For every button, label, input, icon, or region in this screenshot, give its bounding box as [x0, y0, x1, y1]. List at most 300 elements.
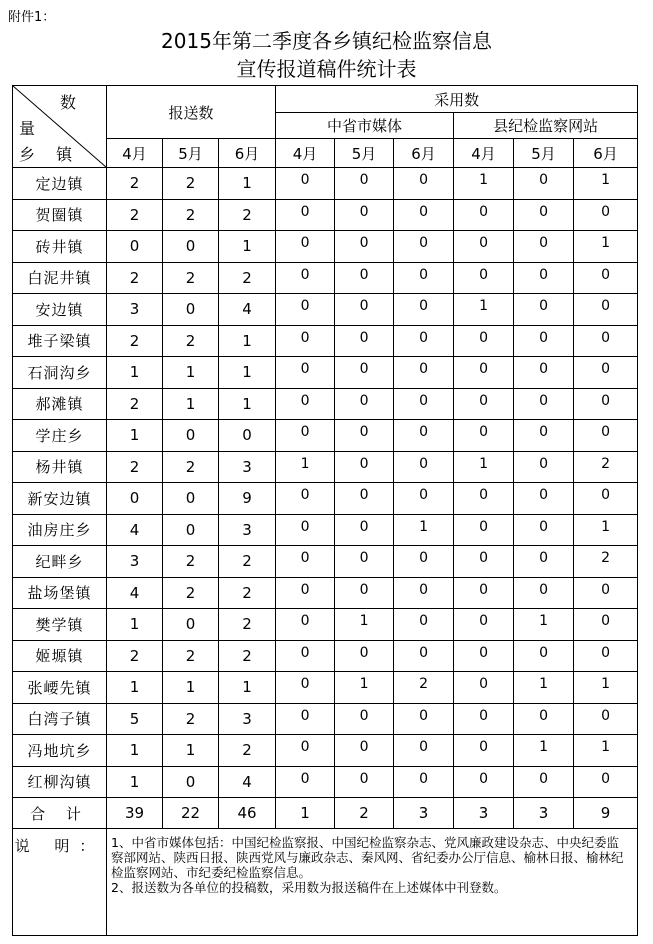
- cell-value: 0: [601, 581, 611, 598]
- cell-value: 1: [359, 613, 369, 630]
- table-row: [13, 388, 638, 420]
- cell-reported: [219, 262, 276, 294]
- cell-value: 0: [419, 172, 428, 189]
- cell-value: 0: [539, 298, 548, 315]
- cell-value: 0: [185, 615, 196, 634]
- cell-value: 0: [479, 392, 488, 409]
- cell-value: 0: [300, 203, 310, 220]
- table-row: [13, 577, 638, 609]
- cell-value: 0: [479, 770, 488, 787]
- total-value: 46: [219, 798, 276, 829]
- month-header: 4月: [454, 139, 514, 168]
- cell-value: 0: [359, 361, 369, 378]
- cell-value: 0: [300, 707, 310, 724]
- cell-reported: [219, 766, 276, 798]
- cell-adopted: [335, 420, 394, 452]
- month-header: 5月: [335, 139, 394, 168]
- note-line-1: 1、中省市媒体包括：中国纪检监察报、中国纪检监察杂志、党风廉政建设杂志、中央纪委监察部网站、陕西日报、陕西党风与廉政杂志、秦风网、省纪委办公厅信息、榆林日报、榆林纪检监察网站、市纪委纪检监察信息。: [111, 835, 624, 880]
- cell-value: 2: [129, 646, 140, 665]
- cell-value: 0: [300, 298, 310, 315]
- cell-value: 0: [300, 676, 310, 693]
- cell-value: 0: [300, 550, 310, 567]
- cell-value: 0: [601, 392, 611, 409]
- cell-value: 0: [601, 266, 611, 283]
- table-row: [13, 672, 638, 704]
- cell-adopted: [394, 735, 454, 767]
- town-name: 定边镇: [13, 168, 107, 200]
- cell-value: 0: [479, 676, 488, 693]
- town-name: 冯地坑乡: [13, 735, 107, 767]
- cell-adopted: [454, 546, 514, 578]
- cell-adopted: [276, 546, 335, 578]
- cell-adopted: [276, 199, 335, 231]
- total-value: 9: [574, 798, 638, 829]
- cell-value: 0: [359, 298, 369, 315]
- total-value: 3: [454, 798, 514, 829]
- town-name: 学庄乡: [13, 420, 107, 452]
- cell-reported: [107, 766, 163, 798]
- cell-value: 0: [419, 707, 428, 724]
- cell-value: 1: [479, 172, 488, 189]
- cell-adopted: [276, 325, 335, 357]
- cell-adopted: [276, 577, 335, 609]
- cell-reported: [107, 420, 163, 452]
- cell-value: 0: [539, 235, 548, 252]
- town-name: 姬塬镇: [13, 640, 107, 672]
- cell-adopted: [335, 388, 394, 420]
- cell-adopted: [454, 735, 514, 767]
- cell-adopted: [574, 231, 638, 263]
- cell-adopted: [514, 199, 574, 231]
- cell-value: 0: [539, 203, 548, 220]
- cell-value: 0: [359, 424, 369, 441]
- header-media-county: 县纪检监察网站: [454, 113, 638, 139]
- town-name: 红柳沟镇: [13, 766, 107, 798]
- cell-adopted: [514, 357, 574, 389]
- cell-adopted: [394, 640, 454, 672]
- cell-adopted: [574, 168, 638, 200]
- cell-reported: [219, 168, 276, 200]
- cell-value: 1: [129, 426, 140, 445]
- cell-adopted: [276, 262, 335, 294]
- cell-value: 0: [479, 203, 488, 220]
- cell-adopted: [454, 609, 514, 641]
- cell-reported: [219, 325, 276, 357]
- cell-value: 0: [539, 455, 548, 472]
- cell-value: 0: [601, 644, 611, 661]
- cell-value: 0: [300, 644, 310, 661]
- cell-reported: [107, 199, 163, 231]
- cell-adopted: [276, 703, 335, 735]
- cell-reported: [107, 168, 163, 200]
- cell-value: 0: [359, 455, 369, 472]
- cell-adopted: [514, 766, 574, 798]
- cell-reported: [163, 262, 219, 294]
- cell-adopted: [276, 231, 335, 263]
- table-row: [13, 294, 638, 326]
- cell-value: 1: [539, 676, 548, 693]
- cell-adopted: [574, 672, 638, 704]
- cell-value: 0: [185, 772, 196, 791]
- cell-value: 2: [419, 676, 428, 693]
- cell-reported: [219, 231, 276, 263]
- cell-adopted: [335, 514, 394, 546]
- cell-adopted: [574, 294, 638, 326]
- page-title-line2: 宣传报道稿件统计表: [236, 57, 417, 81]
- cell-value: 5: [129, 709, 140, 728]
- cell-value: 2: [129, 331, 140, 350]
- cell-adopted: [574, 262, 638, 294]
- cell-value: 0: [419, 203, 428, 220]
- month-header: 6月: [574, 139, 638, 168]
- cell-value: 1: [242, 363, 252, 382]
- cell-adopted: [276, 357, 335, 389]
- cell-value: 1: [129, 772, 140, 791]
- cell-value: 4: [242, 300, 252, 319]
- town-name: 堆子梁镇: [13, 325, 107, 357]
- cell-value: 0: [300, 739, 310, 756]
- cell-adopted: [514, 703, 574, 735]
- cell-value: 0: [129, 237, 140, 256]
- cell-reported: [107, 388, 163, 420]
- cell-value: 2: [242, 583, 252, 602]
- cell-adopted: [276, 640, 335, 672]
- cell-reported: [163, 735, 219, 767]
- cell-value: 9: [242, 489, 252, 508]
- cell-value: 0: [539, 487, 548, 504]
- cell-value: 2: [242, 646, 252, 665]
- statistics-table: [12, 85, 638, 936]
- cell-adopted: [394, 514, 454, 546]
- cell-adopted: [276, 168, 335, 200]
- table-row: [13, 514, 638, 546]
- cell-value: 0: [479, 424, 488, 441]
- cell-reported: [219, 672, 276, 704]
- cell-value: 3: [242, 709, 252, 728]
- cell-adopted: [574, 703, 638, 735]
- cell-adopted: [276, 514, 335, 546]
- cell-adopted: [454, 388, 514, 420]
- cell-value: 0: [539, 581, 548, 598]
- cell-value: 0: [419, 235, 428, 252]
- cell-reported: [163, 546, 219, 578]
- cell-value: 0: [359, 581, 369, 598]
- cell-reported: [163, 231, 219, 263]
- town-name: 贺圈镇: [13, 199, 107, 231]
- cell-reported: [163, 357, 219, 389]
- cell-adopted: [514, 577, 574, 609]
- cell-adopted: [394, 609, 454, 641]
- cell-adopted: [454, 672, 514, 704]
- cell-value: 2: [242, 741, 252, 760]
- cell-value: 0: [419, 581, 428, 598]
- month-header: 6月: [219, 139, 276, 168]
- cell-value: 0: [359, 518, 369, 535]
- cell-adopted: [335, 577, 394, 609]
- cell-value: 0: [539, 550, 548, 567]
- table-row: [13, 199, 638, 231]
- cell-value: 0: [539, 329, 548, 346]
- cell-reported: [163, 577, 219, 609]
- town-name: 郝滩镇: [13, 388, 107, 420]
- cell-adopted: [514, 231, 574, 263]
- cell-adopted: [335, 357, 394, 389]
- table-row: [13, 420, 638, 452]
- cell-value: 0: [185, 426, 196, 445]
- cell-reported: [219, 420, 276, 452]
- cell-value: 0: [539, 392, 548, 409]
- corner-label-quantity: 数: [59, 93, 76, 112]
- cell-reported: [107, 577, 163, 609]
- cell-adopted: [514, 294, 574, 326]
- cell-value: 0: [601, 424, 611, 441]
- cell-value: 0: [539, 770, 548, 787]
- cell-adopted: [394, 388, 454, 420]
- cell-value: 1: [129, 741, 140, 760]
- cell-value: 0: [419, 329, 428, 346]
- cell-adopted: [454, 199, 514, 231]
- month-header: 4月: [107, 139, 163, 168]
- cell-value: 3: [129, 300, 140, 319]
- cell-adopted: [335, 199, 394, 231]
- cell-adopted: [276, 766, 335, 798]
- cell-reported: [107, 703, 163, 735]
- cell-value: 2: [242, 268, 252, 287]
- cell-adopted: [454, 703, 514, 735]
- cell-adopted: [394, 420, 454, 452]
- month-header: 4月: [276, 139, 335, 168]
- cell-adopted: [454, 766, 514, 798]
- cell-adopted: [394, 672, 454, 704]
- cell-value: 0: [539, 172, 548, 189]
- cell-value: 1: [242, 331, 252, 350]
- cell-value: 0: [419, 613, 428, 630]
- cell-adopted: [394, 451, 454, 483]
- cell-adopted: [454, 325, 514, 357]
- cell-value: 1: [479, 455, 488, 472]
- cell-value: 0: [419, 550, 428, 567]
- cell-adopted: [335, 735, 394, 767]
- cell-value: 1: [300, 455, 310, 472]
- cell-value: 0: [601, 298, 611, 315]
- cell-reported: [107, 546, 163, 578]
- cell-value: 2: [129, 394, 140, 413]
- cell-adopted: [394, 357, 454, 389]
- cell-adopted: [514, 168, 574, 200]
- cell-adopted: [335, 231, 394, 263]
- cell-value: 1: [242, 394, 252, 413]
- cell-adopted: [276, 451, 335, 483]
- cell-reported: [107, 609, 163, 641]
- cell-adopted: [574, 325, 638, 357]
- cell-value: 2: [601, 550, 611, 567]
- total-row: [13, 798, 638, 829]
- cell-reported: [163, 703, 219, 735]
- total-value: 2: [335, 798, 394, 829]
- cell-value: 0: [539, 266, 548, 283]
- cell-adopted: [454, 231, 514, 263]
- cell-reported: [107, 514, 163, 546]
- cell-adopted: [394, 199, 454, 231]
- cell-value: 0: [601, 329, 611, 346]
- cell-adopted: [514, 325, 574, 357]
- cell-value: 1: [129, 363, 140, 382]
- table-row: [13, 609, 638, 641]
- cell-value: 1: [242, 678, 252, 697]
- table-row: [13, 231, 638, 263]
- cell-reported: [163, 294, 219, 326]
- cell-reported: [219, 483, 276, 515]
- town-name: 新安边镇: [13, 483, 107, 515]
- table-row: [13, 735, 638, 767]
- cell-value: 2: [242, 205, 252, 224]
- cell-adopted: [335, 672, 394, 704]
- cell-value: 0: [359, 203, 369, 220]
- table-row: [13, 483, 638, 515]
- cell-value: 0: [359, 392, 369, 409]
- cell-reported: [219, 546, 276, 578]
- cell-value: 0: [300, 424, 310, 441]
- cell-reported: [219, 703, 276, 735]
- cell-value: 2: [129, 457, 140, 476]
- cell-value: 0: [300, 518, 310, 535]
- cell-value: 1: [601, 518, 611, 535]
- cell-adopted: [394, 703, 454, 735]
- header-reported: 报送数: [107, 86, 276, 139]
- cell-value: 0: [129, 489, 140, 508]
- cell-adopted: [514, 483, 574, 515]
- month-header: 6月: [394, 139, 454, 168]
- town-name: 张崾先镇: [13, 672, 107, 704]
- cell-reported: [163, 451, 219, 483]
- cell-adopted: [276, 388, 335, 420]
- cell-value: 3: [242, 457, 252, 476]
- cell-reported: [163, 766, 219, 798]
- cell-adopted: [454, 577, 514, 609]
- cell-reported: [107, 451, 163, 483]
- cell-value: 0: [539, 707, 548, 724]
- cell-adopted: [276, 420, 335, 452]
- cell-reported: [163, 388, 219, 420]
- cell-adopted: [514, 420, 574, 452]
- cell-value: 0: [479, 235, 488, 252]
- cell-value: 2: [185, 709, 196, 728]
- cell-adopted: [574, 357, 638, 389]
- cell-value: 0: [300, 235, 310, 252]
- cell-value: 0: [479, 739, 488, 756]
- cell-adopted: [394, 325, 454, 357]
- cell-reported: [219, 199, 276, 231]
- cell-reported: [219, 735, 276, 767]
- cell-value: 0: [419, 361, 428, 378]
- town-name: 白泥井镇: [13, 262, 107, 294]
- cell-adopted: [574, 609, 638, 641]
- cell-adopted: [454, 483, 514, 515]
- cell-reported: [163, 325, 219, 357]
- cell-adopted: [276, 294, 335, 326]
- cell-value: 2: [242, 552, 252, 571]
- cell-value: 0: [479, 644, 488, 661]
- cell-value: 1: [601, 235, 611, 252]
- cell-value: 0: [300, 581, 310, 598]
- town-name: 纪畔乡: [13, 546, 107, 578]
- cell-adopted: [335, 483, 394, 515]
- town-name: 盐场堡镇: [13, 577, 107, 609]
- cell-adopted: [335, 546, 394, 578]
- cell-value: 0: [359, 235, 369, 252]
- cell-adopted: [394, 262, 454, 294]
- notes-text: [107, 829, 638, 936]
- cell-value: 1: [601, 172, 611, 189]
- cell-reported: [107, 672, 163, 704]
- cell-reported: [163, 420, 219, 452]
- cell-adopted: [454, 420, 514, 452]
- cell-value: 0: [479, 329, 488, 346]
- cell-value: 1: [185, 741, 196, 760]
- cell-adopted: [276, 735, 335, 767]
- cell-value: 0: [601, 707, 611, 724]
- cell-adopted: [394, 483, 454, 515]
- cell-adopted: [574, 766, 638, 798]
- table-row: [13, 357, 638, 389]
- cell-adopted: [276, 609, 335, 641]
- cell-value: 0: [479, 581, 488, 598]
- cell-adopted: [514, 640, 574, 672]
- cell-adopted: [574, 199, 638, 231]
- cell-value: 0: [300, 329, 310, 346]
- cell-adopted: [574, 483, 638, 515]
- cell-value: 0: [601, 203, 611, 220]
- cell-adopted: [335, 168, 394, 200]
- cell-value: 0: [419, 487, 428, 504]
- cell-adopted: [394, 577, 454, 609]
- cell-value: 0: [419, 424, 428, 441]
- cell-value: 1: [601, 676, 611, 693]
- cell-value: 0: [601, 613, 611, 630]
- cell-value: 0: [359, 550, 369, 567]
- total-label: 合 计: [13, 798, 107, 829]
- cell-adopted: [574, 735, 638, 767]
- cell-reported: [163, 483, 219, 515]
- cell-value: 0: [419, 739, 428, 756]
- cell-adopted: [335, 294, 394, 326]
- cell-value: 0: [359, 739, 369, 756]
- cell-reported: [107, 640, 163, 672]
- cell-value: 0: [419, 644, 428, 661]
- cell-value: 0: [300, 613, 310, 630]
- cell-adopted: [454, 357, 514, 389]
- table-row: [13, 451, 638, 483]
- cell-value: 0: [419, 392, 428, 409]
- cell-adopted: [394, 766, 454, 798]
- cell-reported: [219, 609, 276, 641]
- cell-value: 0: [242, 426, 252, 445]
- town-name: 白湾子镇: [13, 703, 107, 735]
- cell-reported: [219, 357, 276, 389]
- cell-adopted: [335, 451, 394, 483]
- cell-value: 0: [479, 613, 488, 630]
- cell-adopted: [514, 609, 574, 641]
- table-row: [13, 262, 638, 294]
- cell-adopted: [574, 514, 638, 546]
- cell-value: 0: [185, 300, 196, 319]
- table-row: [13, 325, 638, 357]
- cell-adopted: [454, 451, 514, 483]
- cell-value: 1: [129, 678, 140, 697]
- cell-reported: [107, 294, 163, 326]
- cell-value: 2: [601, 455, 611, 472]
- cell-reported: [107, 357, 163, 389]
